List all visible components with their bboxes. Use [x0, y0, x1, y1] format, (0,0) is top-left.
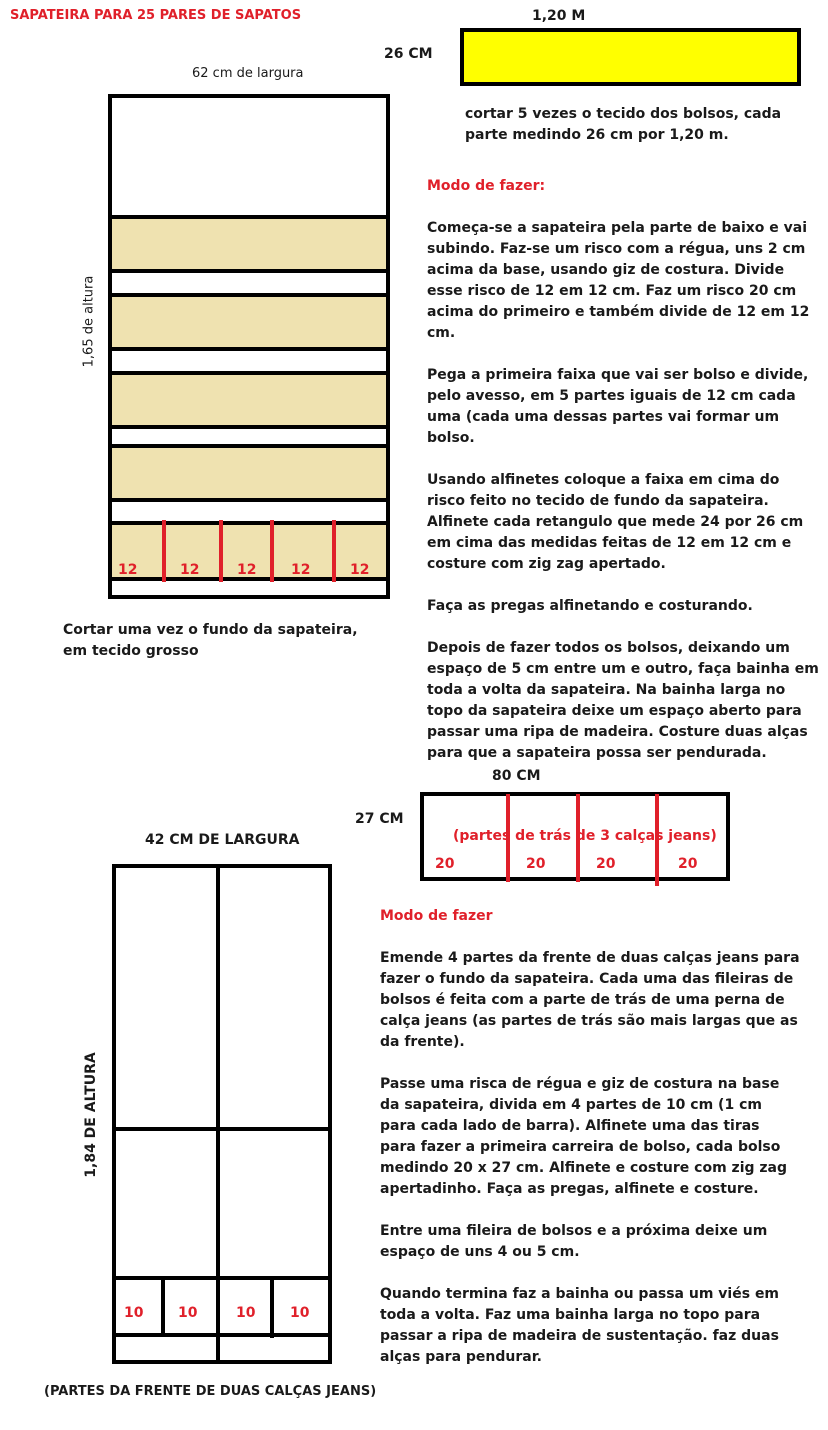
pocket-strip — [108, 215, 390, 273]
instruction-paragraph: Faça as pregas alfinetando e costurando. — [427, 598, 753, 614]
segment-label: 10 — [178, 1305, 198, 1321]
bottom-width-label: 42 CM DE LARGURA — [145, 832, 300, 848]
fabric-caption: cortar 5 vezes o tecido dos bolsos, cada parte medindo 26 cm por 1,20 m. — [465, 106, 782, 143]
instruction-paragraph: Começa-se a sapateira pela parte de baixo e vai subindo. Faz-se um risco com a régua, uns 2 cm acima da base, usando giz de costura. Divide esse risco de 12 em 12 cm. Faz um risco 20 cm acima do primeiro e também divide de 12 em 12 cm. — [427, 220, 810, 341]
segment-label: 20 — [596, 856, 616, 872]
pocket-divider — [332, 520, 336, 582]
segment-label: 10 — [290, 1305, 310, 1321]
pocket-strip — [108, 371, 390, 429]
segment-label: 12 — [291, 562, 311, 578]
back-panel-caption: Cortar uma vez o fundo da sapateira, em tecido grosso — [63, 622, 358, 659]
instructions-body — [380, 948, 800, 1368]
horizontal-seam — [114, 1333, 330, 1337]
instructions-heading: Modo de fazer — [380, 908, 493, 924]
width-label: 62 cm de largura — [192, 66, 304, 81]
bottom-height-label: 1,84 DE ALTURA — [83, 1052, 99, 1178]
segment-label: 12 — [350, 562, 370, 578]
fabric-height-label: 26 CM — [384, 46, 433, 62]
jeans-panel-outline — [112, 864, 332, 1364]
pocket-divider — [219, 520, 223, 582]
instructions-heading: Modo de fazer: — [427, 178, 546, 194]
instruction-paragraph: Passe uma risca de régua e giz de costura na base da sapateira, divida em 4 partes de 10 cm (1 cm para cada lado de barra). Alfinete uma das tiras para fazer a primeira carreira de bolso, cada bolso medindo 20 x 27 cm. Alfinete e costure com zig zag apertadinho. Faça as pregas, alfinete e costure. — [380, 1076, 788, 1197]
pocket-divider — [162, 520, 166, 582]
jeans-panel-caption: (PARTES DA FRENTE DE DUAS CALÇAS JEANS) — [44, 1384, 377, 1399]
pocket-fabric-rectangle — [460, 28, 801, 86]
jeans-inner-label: (partes de trás de 3 calças jeans) — [453, 828, 717, 844]
jeans-height-label: 27 CM — [355, 811, 404, 827]
segment-label: 20 — [526, 856, 546, 872]
fabric-width-label: 1,20 M — [532, 8, 586, 24]
pocket-divider — [161, 1278, 165, 1334]
center-seam — [216, 866, 220, 1362]
instruction-paragraph: Depois de fazer todos os bolsos, deixando um espaço de 5 cm entre um e outro, faça bainha em toda a volta da sapateira. Na bainha larga no topo da sapateira deixe um espaço aberto para passar uma ripa de madeira. Costure duas alças para que a sapateira possa ser pendurada. — [427, 640, 819, 761]
pocket-strip — [108, 293, 390, 351]
instruction-paragraph: Entre uma fileira de bolsos e a próxima deixe um espaço de uns 4 ou 5 cm. — [380, 1223, 768, 1260]
horizontal-seam — [114, 1276, 330, 1280]
horizontal-seam — [114, 1127, 330, 1131]
instruction-paragraph: Emende 4 partes da frente de duas calças jeans para fazer o fundo da sapateira. Cada uma das fileiras de bolsos é feita com a parte de trás de uma perna de calça jeans (as partes de trás são mais largas que as da frente). — [380, 950, 800, 1050]
page-title: SAPATEIRA PARA 25 PARES DE SAPATOS — [10, 8, 302, 23]
segment-label: 10 — [236, 1305, 256, 1321]
segment-label: 12 — [237, 562, 257, 578]
instruction-paragraph: Usando alfinetes coloque a faixa em cima do risco feito no tecido de fundo da sapateira. Alfinete cada retangulo que mede 24 por 26 cm em cima das medidas feitas de 12 em 12 cm e costure com zig zag apertado. — [427, 472, 804, 572]
height-label: 1,65 de altura — [81, 275, 97, 368]
instructions-body — [427, 218, 819, 764]
segment-label: 20 — [678, 856, 698, 872]
instruction-paragraph: Quando termina faz a bainha ou passa um viés em toda a volta. Faz uma bainha larga no topo para passar a ripa de madeira de sustentação. faz duas alças para pendurar. — [380, 1286, 780, 1365]
segment-label: 12 — [118, 562, 138, 578]
pocket-divider — [270, 520, 274, 582]
pocket-strip — [108, 444, 390, 502]
segment-label: 10 — [124, 1305, 144, 1321]
segment-label: 20 — [435, 856, 455, 872]
pocket-divider — [270, 1278, 274, 1338]
segment-label: 12 — [180, 562, 200, 578]
instruction-paragraph: Pega a primeira faixa que vai ser bolso e divide, pelo avesso, em 5 partes iguais de 12 cm cada uma (cada uma dessas partes vai formar um bolso. — [427, 367, 809, 446]
jeans-width-label: 80 CM — [492, 768, 541, 784]
